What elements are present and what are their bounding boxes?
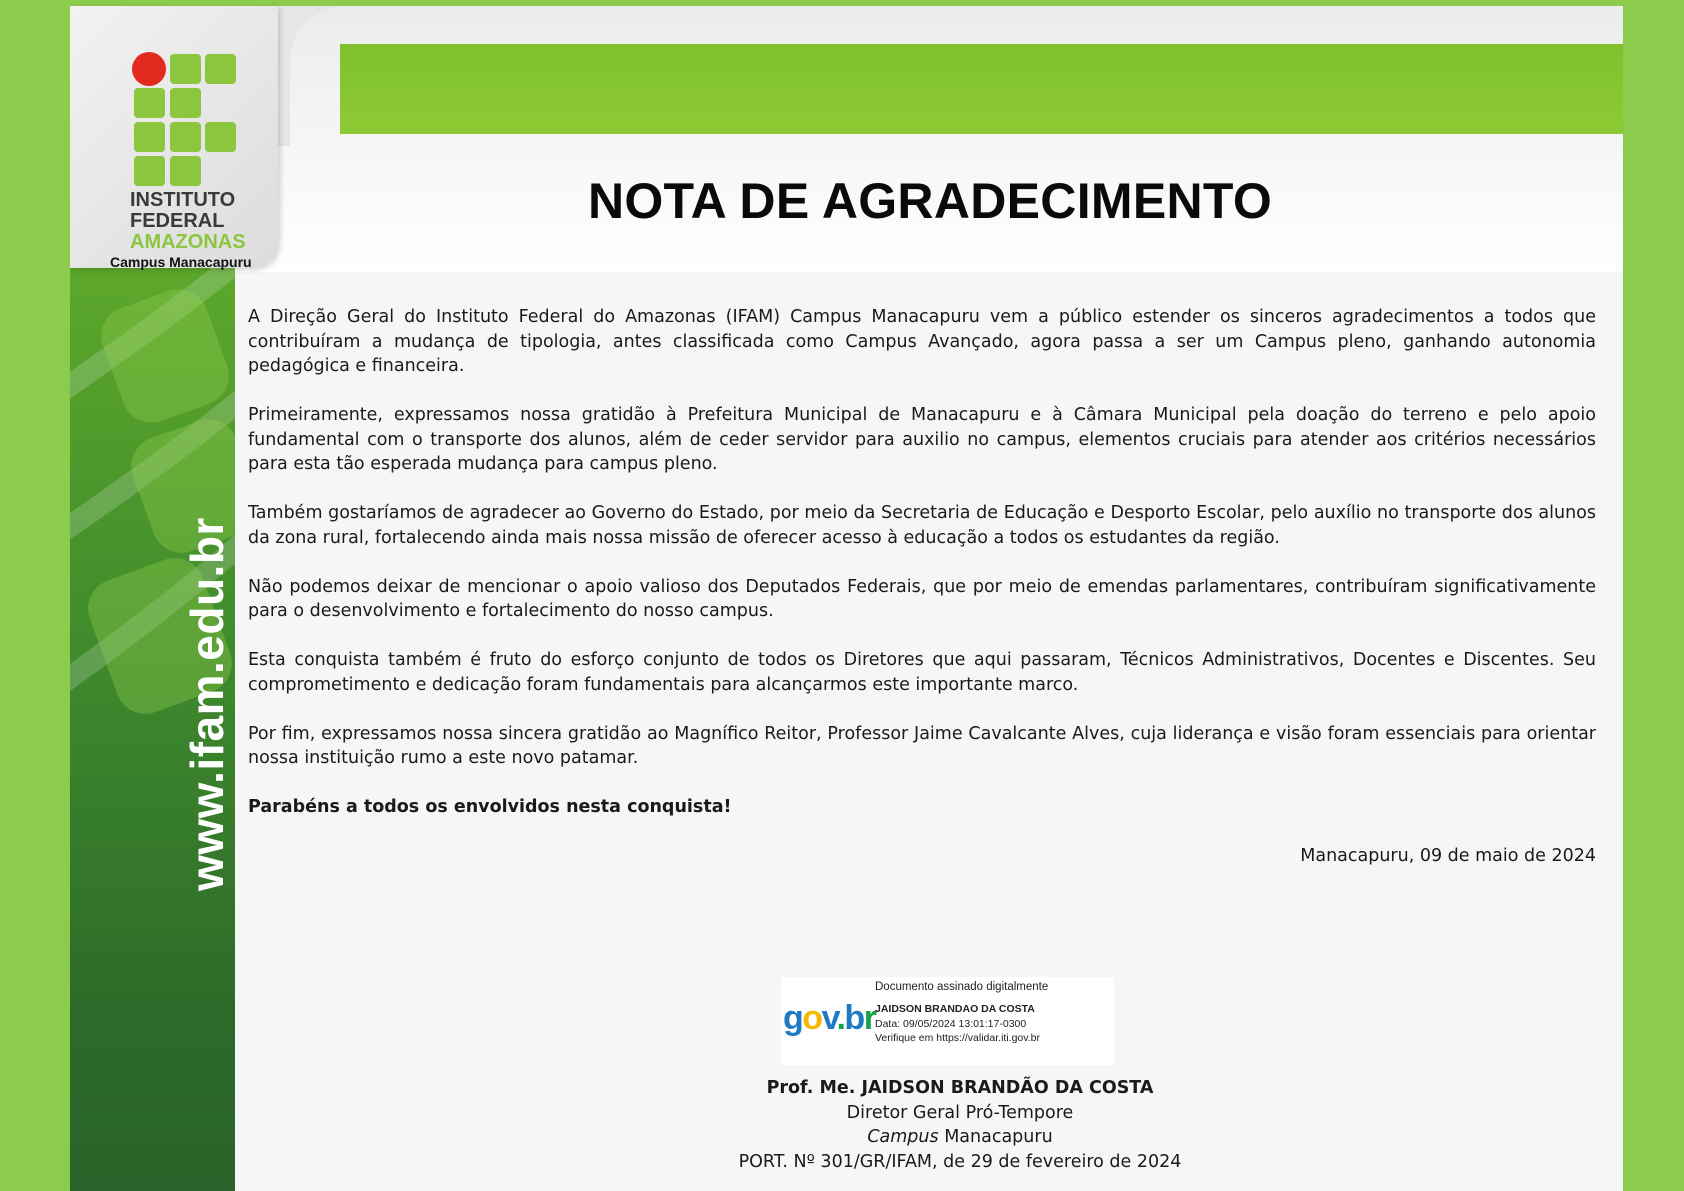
paragraph: Também gostaríamos de agradecer ao Governo do Estado, por meio da Secretaria de Educação e Desporto Escolar, pelo auxílio no transporte dos alunos da zona rural, fortalecendo ainda mais nossa missão de oferecer acesso à educação a todos os estudantes da região. <box>248 503 1596 548</box>
website-url: www.ifam.edu.br <box>181 517 233 891</box>
signer-name: Prof. Me. JAIDSON BRANDÃO DA COSTA <box>766 1078 1154 1098</box>
logo-line-instituto: INSTITUTO <box>130 189 236 211</box>
signer-role: Diretor Geral Pró-Tempore <box>846 1102 1074 1123</box>
signer-campus-prefix: Campus <box>867 1127 939 1147</box>
digital-signature-stamp <box>781 977 1114 1065</box>
page-title: NOTA DE AGRADECIMENTO <box>587 173 1273 229</box>
stamp-verify-link[interactable]: Verifique em https://validar.iti.gov.br <box>875 1032 1040 1044</box>
stamp-date: Data: 09/05/2024 13:01:17-0300 <box>875 1018 1027 1030</box>
logo-campus-name: Campus Manacapuru <box>110 254 252 270</box>
signer-campus-name: Manacapuru <box>938 1127 1053 1147</box>
logo-line-amazonas: AMAZONAS <box>130 231 246 253</box>
if-logo-icon <box>132 52 242 188</box>
letter-body <box>248 305 1596 893</box>
header-green-bar <box>340 44 1623 134</box>
logo-line-federal: FEDERAL <box>130 210 225 232</box>
paragraph: Por fim, expressamos nossa sincera gratidão ao Magnífico Reitor, Professor Jaime Cavalcante Alves, cuja liderança e visão foram essenciais para orientar nossa instituição rumo a este novo patamar. <box>248 723 1596 768</box>
signer-campus <box>70 1125 1623 1150</box>
document-page <box>70 0 1623 1191</box>
paragraph: Esta conquista também é fruto do esforço conjunto de todos os Diretores que aqui passaram, Técnicos Administrativos, Docentes e Discentes. Seu comprometimento e dedicação foram fundamentais para alcançarmos este importante marco. <box>248 650 1596 695</box>
signer-portaria: PORT. Nº 301/GR/IFAM, de 29 de fevereiro de 2024 <box>738 1151 1182 1172</box>
signer-block <box>70 1076 1623 1174</box>
paragraph: Não podemos deixar de mencionar o apoio valioso dos Deputados Federais, que por meio de emendas parlamentares, contribuíram significativamente para o desenvolvimento e fortalecimento do nosso campus. <box>248 576 1596 621</box>
stamp-title: Documento assinado digitalmente <box>875 981 1049 993</box>
govbr-logo: gov.br <box>783 999 876 1037</box>
paragraph: A Direção Geral do Instituto Federal do Amazonas (IFAM) Campus Manacapuru vem a público estender os sinceros agradecimentos a todos que contribuíram a mudança de tipologia, antes classificada como Campus Avançado, agora passa a ser um Campus pleno, ganhando autonomia pedagógica e financeira. <box>248 307 1596 376</box>
stamp-signer-name: JAIDSON BRANDAO DA COSTA <box>875 1003 1035 1015</box>
place-and-date: Manacapuru, 09 de maio de 2024 <box>1300 846 1596 866</box>
closing-line: Parabéns a todos os envolvidos nesta conquista! <box>248 797 732 817</box>
paragraph: Primeiramente, expressamos nossa gratidão à Prefeitura Municipal de Manacapuru e à Câmara Municipal pela doação do terreno e pelo apoio fundamental com o transporte dos alunos, além de ceder servidor para auxilio no campus, elementos cruciais para atender aos critérios necessários para esta tão esperada mudança para campus pleno. <box>248 405 1596 474</box>
